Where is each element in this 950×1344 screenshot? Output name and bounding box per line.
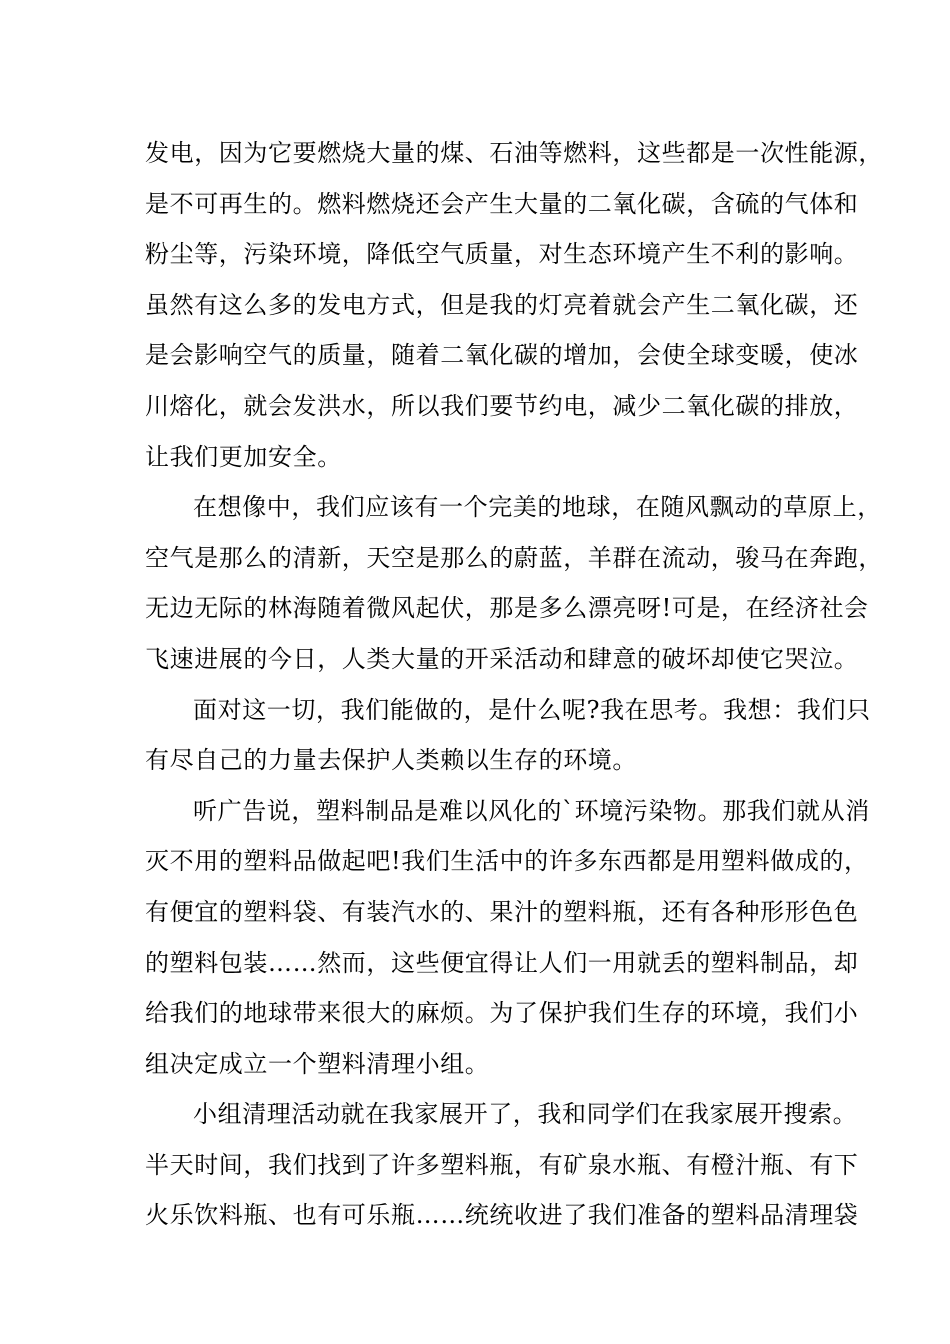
text-line: 无边无际的林海随着微风起伏，那是多么漂亮呀!可是，在经济社会	[145, 594, 869, 623]
text-line: 给我们的地球带来很大的麻烦。为了保护我们生存的环境，我们小	[145, 999, 859, 1028]
text-line: 空气是那么的清新，天空是那么的蔚蓝，羊群在流动，骏马在奔跑，	[145, 543, 883, 572]
text-line: 是不可再生的。燃料燃烧还会产生大量的二氧化碳，含硫的气体和	[145, 189, 859, 218]
paragraph-first-line: 在想像中，我们应该有一个完美的地球，在随风飘动的草原上，	[193, 493, 882, 522]
text-line: 虽然有这么多的发电方式，但是我的灯亮着就会产生二氧化碳，还	[145, 290, 859, 319]
text-line: 飞速进展的今日，人类大量的开采活动和肆意的破坏却使它哭泣。	[145, 644, 859, 673]
text-line: 有便宜的塑料袋、有装汽水的、果汁的塑料瓶，还有各种形形色色	[145, 897, 859, 926]
paragraph-first-line: 小组清理活动就在我家展开了，我和同学们在我家展开搜索。	[193, 1100, 858, 1129]
paragraph-first-line: 面对这一切，我们能做的，是什么呢?我在思考。我想：我们只	[193, 695, 871, 724]
text-line: 的塑料包装……然而，这些便宜得让人们一用就丢的塑料制品，却	[145, 948, 859, 977]
text-line: 半天时间，我们找到了许多塑料瓶，有矿泉水瓶、有橙汁瓶、有下	[145, 1150, 859, 1179]
text-line: 是会影响空气的质量，随着二氧化碳的增加，会使全球变暖，使冰	[145, 341, 859, 370]
text-line: 火乐饮料瓶、也有可乐瓶……统统收进了我们准备的塑料品清理袋	[145, 1201, 859, 1230]
text-line: 有尽自己的力量去保护人类赖以生存的环境。	[145, 746, 637, 775]
text-line: 组决定成立一个塑料清理小组。	[145, 1049, 490, 1078]
text-line: 粉尘等，污染环境，降低空气质量，对生态环境产生不利的影响。	[145, 240, 859, 269]
document-body	[145, 128, 883, 1241]
text-line: 发电，因为它要燃烧大量的煤、石油等燃料，这些都是一次性能源，	[145, 139, 883, 167]
paragraph-first-line: 听广告说，塑料制品是难以风化的`环境污染物。那我们就从消	[193, 796, 870, 825]
text-line: 让我们更加安全。	[145, 442, 342, 471]
text-line: 川熔化，就会发洪水，所以我们要节约电，减少二氧化碳的排放，	[145, 391, 859, 420]
text-line: 灭不用的塑料品做起吧!我们生活中的许多东西都是用塑料做成的，	[145, 847, 869, 876]
